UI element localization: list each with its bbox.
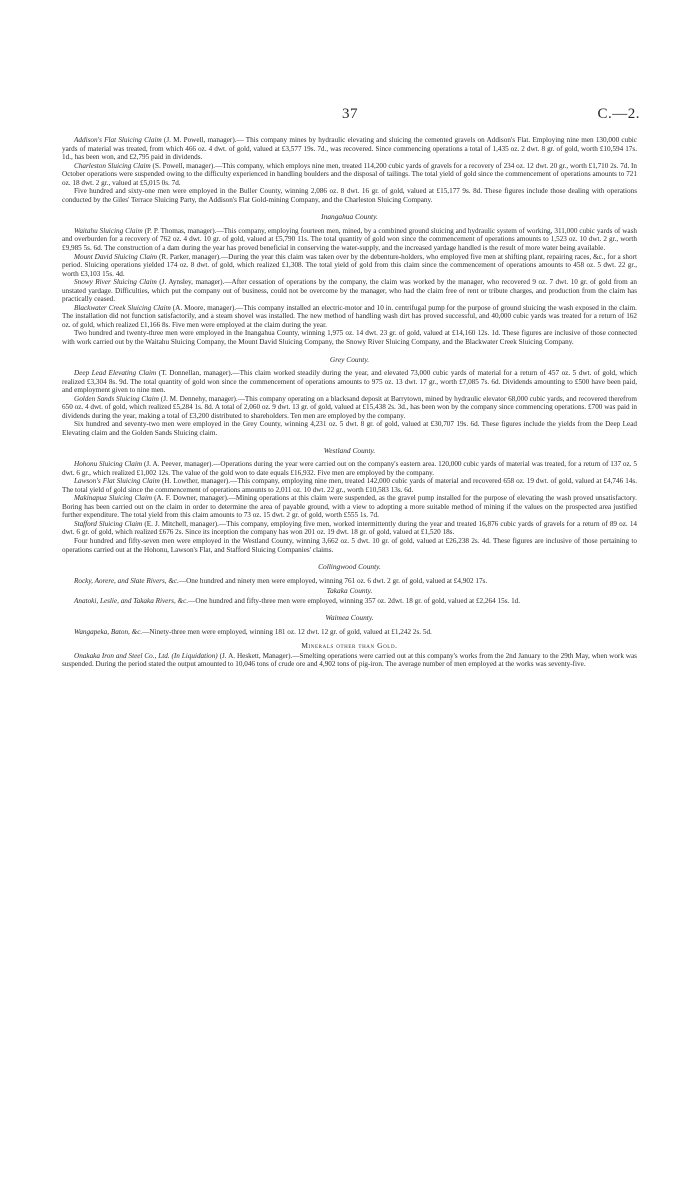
paragraph: [62, 395, 637, 421]
paragraph: [62, 520, 637, 537]
claim-name: Blackwater Creek Sluicing Claim: [74, 303, 171, 312]
claim-name: Stafford Sluicing Claim: [74, 519, 143, 528]
paragraph: [62, 162, 637, 188]
paragraph: [62, 420, 637, 437]
paragraph-text: —One hundred and ninety men were employed, winning 761 oz. 6 dwt. 2 gr. of gold, valued at £4,902 17s.: [178, 576, 488, 585]
paragraph-text: Four hundred and fifty-seven men were employed in the Westland County, winning 3,662 oz. 5 dwt. 10 gr. of gold, valued at £26,238 2s. 4d. These figures are inclusive of those pertaining to operations carried out at the Hohonu, Lawson's Flat, and Stafford Sluicing Companies' claims.: [62, 536, 637, 554]
takaka-section: [62, 587, 637, 605]
paragraph: [62, 652, 637, 669]
section-heading: Westland County.: [323, 445, 376, 455]
paragraph-text: (T. Donnellan, manager).—This claim worked steadily during the year, and elevated 73,000 cubic yards of material for a return of 457 oz. 5 dwt. of gold, which realized £3,304 8s. 9d. The total quantity of gold won since the commencement of operations amounts to 975 oz. 13 dwt. 17 gr., worth £7,085 7s. 6d. Dividends amounting to £500 have been paid, and employment given to nine men.: [62, 369, 637, 395]
document-reference: C.—2.: [597, 106, 640, 122]
paragraph: [62, 597, 637, 606]
paragraph-text: —One hundred and fifty-three men were employed, winning 357 oz. 2dwt. 18 gr. of gold, valued at £2,264 15s. 1d.: [188, 596, 521, 605]
paragraph-text: Two hundred and twenty-three men were employed in the Inangahua County, winning 1,975 oz. 14 dwt. 23 gr. of gold, valued at £14,160 12s. 1d. These figures are inclusive of those connected with work carried out by the Waitahu Sluicing Company, the Mount David Sluicing Company, the Snowy River Sluicing Company, and the Blackwater Creek Sluicing Company.: [62, 329, 637, 347]
inangahua-section: [62, 213, 637, 346]
paragraph-text: (J. M. Dennehy, manager).—This company operating on a blacksand deposit at Barrytown, mined by hydraulic elevator 68,000 cubic yards, and recovered therefrom 650 oz. 4 dwt. of gold, which realized £5,284 1s. 8d. A total of 2,060 oz. 9 dwt. 13 gr. of gold, valued at £15,438 2s. 3d., has been won by the company since commencing operations. £700 was paid in dividends during the year, making a total of £3,200 distributed to shareholders. Ten men are employed by the company.: [62, 394, 637, 420]
collingwood-section: [62, 563, 637, 585]
paragraph-text: (P. P. Thomas, manager).—This company, employing fourteen men, mined, by a combined ground sluicing and hydraulic system of working, 311,000 cubic yards of wash and overburden for a recovery of 762 oz. 4 dwt. 10 gr. of gold, valued at £5,790 11s. The total quantity of gold won since the commencement of operations amounts to 1,523 oz. 10 dwt. 2 gr., worth £9,985 5s. 6d. The construction of a dam during the year has proved beneficial in conserving the water-supply, and the increased yardage handled is the result of more water being available.: [62, 226, 637, 253]
section-heading: Grey County.: [329, 354, 370, 364]
paragraph-text: (R. Parker, manager).—During the year this claim was taken over by the debenture-holders, who employed five men at shifting plant, repairing races, &c., for a short period. Sluicing operations yielded 174 oz. 8 dwt. of gold, which realized £1,308. The total yield of gold from this claim since the commencement of operations amounts to 458 oz. 5 dwt. 22 gr., worth £3,103 15s. 4d.: [62, 252, 637, 278]
paragraph-text: (E. J. Mitchell, manager).—This company, employing five men, worked intermittently during the year and treated 16,876 cubic yards of gravels for a return of 89 oz. 14 dwt. 6 gr. of gold, which realized £676 2s. Since its inception the company has won 201 oz. 19 dwt. 18 gr. of gold, valued at £1,520 18s.: [62, 519, 638, 537]
paragraph: [62, 227, 637, 253]
paragraph: [62, 253, 637, 279]
paragraph: [62, 537, 637, 554]
district-name: Rocky, Aorere, and Slate Rivers, &c.: [74, 576, 179, 585]
section-heading: Waimea County.: [325, 613, 374, 623]
paragraph-text: (H. Lowther, manager).—This company, employing nine men, treated 142,000 cubic yards of material and recovered 658 oz. 19 dwt. of gold, valued at £4,746 14s. The total yield of gold since the commencement of operations amounts to 2,011 oz. 10 dwt. 22 gr., worth £10,583 13s. 6d.: [62, 477, 638, 494]
paragraph-text: (J. Aynsley, manager).—After cessation of operations by the company, the claim was worked by the manager, who recovered 9 oz. 7 dwt. 10 gr. of gold from an unstated yardage. Difficulties, which put the company out of business, could not be overcome by the manager, who had the claim free of rent or tribute charges, and production from the claim has practically ceased.: [62, 278, 637, 304]
grey-section: [62, 356, 637, 438]
section-heading: Collingwood County.: [318, 562, 381, 572]
claim-name: Makinapua Sluicing Claim: [74, 494, 153, 503]
claim-name: Golden Sands Sluicing Claim: [74, 394, 159, 403]
claim-name: Waitahu Sluicing Claim: [74, 226, 143, 235]
section-heading: Minerals other than Gold.: [301, 641, 398, 651]
paragraph: [62, 329, 637, 346]
district-name: Wangapeka, Baton, &c.: [74, 627, 143, 636]
paragraph: [62, 577, 637, 586]
page-header: [60, 106, 640, 126]
paragraph-text: (S. Powell, manager).—This company, which employs nine men, treated 114,200 cubic yards of gravels for a recovery of 234 oz. 12 dwt. 20 gr., worth £1,710 2s. 7d. In October operations were suspended owing to the difficulty experienced in handling boulders and the disposal of tailings. The total yield of gold since the commencement of operations amounts to 721 oz. 18 dwt. 2 gr., valued at £5,015 0s. 7d.: [62, 161, 638, 187]
claim-name: Lawson's Flat Sluicing Claim: [74, 477, 160, 486]
paragraph-text: Six hundred and seventy-two men were employed in the Grey County, winning 4,231 oz. 5 dwt. 8 gr. of gold, valued at £30,707 19s. 6d. These figures include the yields from the Deep Lead Elevating claim and the Golden Sands Sluicing claim.: [62, 420, 637, 437]
paragraph: [62, 460, 637, 477]
paragraph-text: (J. A. Peever, manager).—Operations during the year were carried out on the company's eastern area. 120,000 cubic yards of material was treated, for a return of 137 oz. 5 dwt. 6 gr., which realized £1,002 12s. The value of the gold won to date equals £16,932. Five men are employed by the company.: [62, 460, 637, 477]
claim-name: Charleston Sluicing Claim: [74, 161, 151, 170]
paragraph: [62, 628, 637, 637]
paragraph: [62, 369, 637, 395]
paragraph: [62, 278, 637, 304]
paragraph: [62, 187, 637, 204]
paragraph-text: (J. A. Heskett, Manager).—Smelting operations were carried out at this company's works from the 2nd January to the 29th May, when work was suspended. During the period stated the output amounted to 10,046 tons of crude ore and 4,902 tons of pig-iron. The average number of men employed at the works was seventy-five.: [62, 651, 637, 669]
claim-name: Hohonu Sluicing Claim: [74, 460, 143, 469]
paragraph: [62, 136, 637, 162]
claim-name: Deep Lead Elevating Claim: [74, 369, 157, 378]
waimea-section: [62, 614, 637, 636]
paragraph: [62, 494, 637, 520]
buller-section: [62, 136, 637, 204]
paragraph-text: (A. F. Downer, manager).—Mining operations at this claim were suspended, as the gravel pump installed for the purpose of elevating the wash proved unsatisfactory. Boring has been carried out on the claim in order to determine the area of payable ground, with a view to adopting a more suitable method of mining if the values on the prospected area justified further expenditure. The total yield from this claim amounts to 73 oz. 15 dwt. 2 gr. of gold, worth £555 1s. 7d.: [62, 494, 637, 520]
paragraph-text: —Ninety-three men were employed, winning 181 oz. 12 dwt. 12 gr. of gold, valued at £1,242 2s. 5d.: [142, 627, 432, 636]
district-name: Anatoki, Leslie, and Takaka Rivers, &c.: [74, 596, 189, 605]
westland-section: [62, 447, 637, 555]
paragraph-text: (J. M. Powell, manager).— This company mines by hydraulic elevating and sluicing the cemented gravels on Addison's Flat. Employing nine men 130,000 cubic yards of material was treated, from which 466 oz. 4 dwt. of gold, valued at £3,577 19s. 7d., was recovered. Since commencing operations a total of 1,435 oz. 2 dwt. 8 gr. of gold, worth £10,594 17s. 1d., has been won, and £2,795 paid in dividends.: [62, 136, 637, 162]
main-content: [62, 136, 637, 669]
claim-name: Mount David Sluicing Claim: [74, 252, 158, 261]
claim-name: Snowy River Sluicing Claim: [74, 278, 157, 287]
minerals-section: [62, 642, 637, 669]
claim-name: Addison's Flat Sluicing Claim: [74, 136, 162, 144]
page-number: 37: [342, 106, 358, 122]
company-name: Onakaka Iron and Steel Co., Ltd. (In Liquidation): [74, 651, 218, 660]
paragraph: [62, 304, 637, 330]
paragraph-text: (A. Moore, manager).—This company installed an electric-motor and 10 in. centrifugal pump for the purpose of ground sluicing the wash exposed in the claim. The installation did not function satisfactorily, and a steam shovel was installed. The new method of handling wash dirt has proved successful, and 40,000 cubic yards was treated for a return of 162 oz. of gold, which realized £1,166 8s. Five men were employed at the claim during the year.: [62, 303, 637, 329]
section-heading: Inangahua County.: [321, 212, 378, 222]
paragraph-text: Five hundred and sixty-one men were employed in the Buller County, winning 2,086 oz. 8 dwt. 16 gr. of gold, valued at £15,177 9s. 8d. These figures include those dealing with operations conducted by the Giles' Terrace Sluicing Party, the Addison's Flat Gold-mining Company, and the Charleston Sluicing Company.: [62, 187, 637, 204]
section-heading: Takaka County.: [326, 586, 373, 596]
paragraph: [62, 477, 637, 494]
